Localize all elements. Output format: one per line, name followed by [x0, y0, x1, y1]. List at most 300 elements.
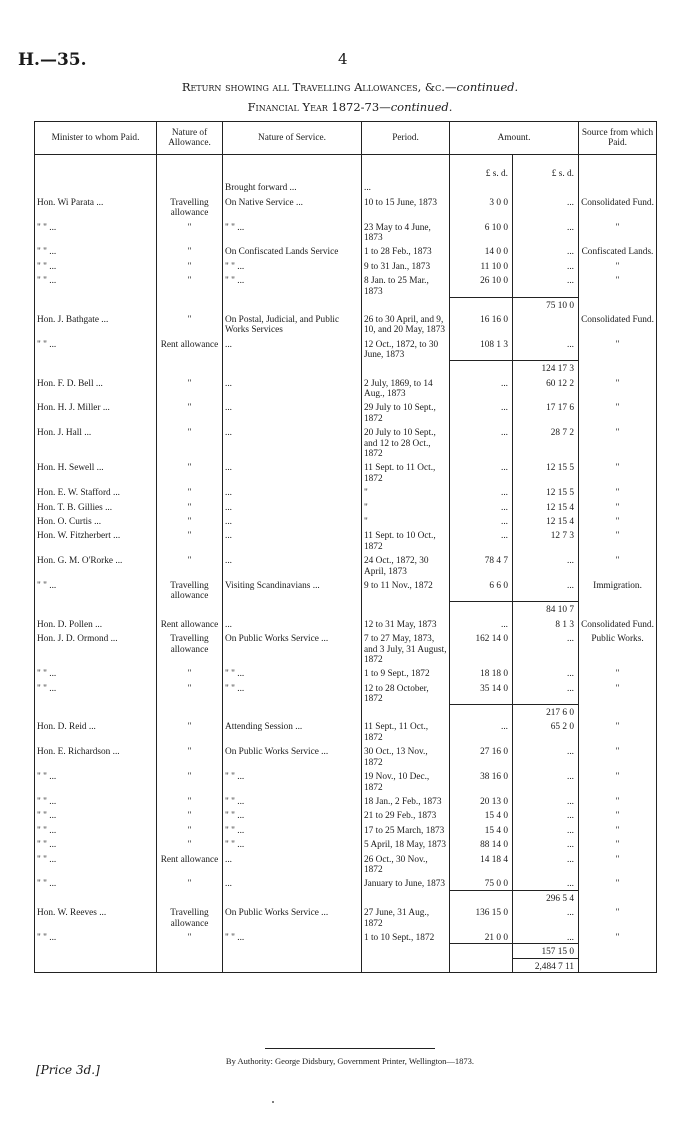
- service-cell: Attending Session ...: [223, 718, 362, 743]
- service-cell: ...: [223, 459, 362, 484]
- table-row: [35, 258, 657, 272]
- period-cell: 2 July, 1869, to 14 Aug., 1873: [362, 375, 450, 400]
- amount-cell: ...: [450, 527, 513, 552]
- source-cell: [579, 944, 657, 958]
- table-row: [35, 399, 657, 424]
- source-cell: ": [579, 258, 657, 272]
- col-source-header: Source from which Paid.: [579, 122, 657, 155]
- amount-total-cell: 65 2 0: [513, 718, 579, 743]
- amount-total-cell: ...: [513, 807, 579, 821]
- period-cell: January to June, 1873: [362, 875, 450, 890]
- minister-cell: Hon. T. B. Gillies ...: [35, 499, 157, 513]
- nature-cell: ": [157, 219, 223, 244]
- minister-cell: " " ...: [35, 851, 157, 876]
- minister-cell: Hon. Wi Parata ...: [35, 194, 157, 219]
- amount-total-cell: 12 15 5: [513, 484, 579, 498]
- source-cell: ": [579, 822, 657, 836]
- service-cell: [223, 155, 362, 180]
- table-body: [35, 155, 657, 973]
- service-cell: " " ...: [223, 258, 362, 272]
- footer-rule: [265, 1048, 435, 1049]
- minister-cell: Hon. D. Reid ...: [35, 718, 157, 743]
- table-row: [35, 336, 657, 361]
- minister-cell: " " ...: [35, 822, 157, 836]
- table-row: [35, 297, 657, 311]
- title-continued: continued.: [456, 80, 519, 94]
- amount-cell: ...: [450, 513, 513, 527]
- nature-cell: ": [157, 399, 223, 424]
- minister-cell: " " ...: [35, 929, 157, 944]
- nature-cell: Travelling allowance: [157, 904, 223, 929]
- amount-cell: 162 14 0: [450, 630, 513, 665]
- table-row: [35, 958, 657, 972]
- minister-cell: [35, 179, 157, 193]
- financial-year-continued: continued.: [390, 100, 453, 114]
- col-period-header: Period.: [362, 122, 450, 155]
- nature-cell: ": [157, 768, 223, 793]
- amount-total-cell: ...: [513, 680, 579, 705]
- service-cell: ...: [223, 616, 362, 630]
- period-cell: 26 Oct., 30 Nov., 1872: [362, 851, 450, 876]
- col-service-header: Nature of Service.: [223, 122, 362, 155]
- service-cell: " " ...: [223, 793, 362, 807]
- service-cell: [223, 297, 362, 311]
- nature-cell: ": [157, 875, 223, 890]
- table-row: [35, 484, 657, 498]
- source-cell: ": [579, 527, 657, 552]
- amount-total-cell: ...: [513, 243, 579, 257]
- amount-cell: [450, 179, 513, 193]
- return-title: [0, 80, 700, 94]
- source-cell: ": [579, 793, 657, 807]
- service-cell: On Public Works Service ...: [223, 630, 362, 665]
- service-cell: ...: [223, 851, 362, 876]
- minister-cell: [35, 890, 157, 904]
- nature-cell: ": [157, 552, 223, 577]
- source-cell: Confiscated Lands.: [579, 243, 657, 257]
- service-cell: On Public Works Service ...: [223, 904, 362, 929]
- period-cell: 12 to 31 May, 1873: [362, 616, 450, 630]
- minister-cell: Hon. H. Sewell ...: [35, 459, 157, 484]
- minister-cell: Hon. H. J. Miller ...: [35, 399, 157, 424]
- period-cell: 27 June, 31 Aug., 1872: [362, 904, 450, 929]
- table-row: [35, 768, 657, 793]
- service-cell: On Public Works Service ...: [223, 743, 362, 768]
- minister-cell: " " ...: [35, 836, 157, 850]
- table-row: [35, 793, 657, 807]
- amount-cell: 6 10 0: [450, 219, 513, 244]
- amount-cell: ...: [450, 499, 513, 513]
- table-row: [35, 499, 657, 513]
- table-row: [35, 552, 657, 577]
- nature-cell: Travelling allowance: [157, 194, 223, 219]
- amount-cell: [450, 958, 513, 972]
- source-cell: ": [579, 665, 657, 679]
- minister-cell: Hon. W. Reeves ...: [35, 904, 157, 929]
- col-minister-header: Minister to whom Paid.: [35, 122, 157, 155]
- period-cell: 29 July to 10 Sept., 1872: [362, 399, 450, 424]
- service-cell: [223, 705, 362, 719]
- amount-cell: 21 0 0: [450, 929, 513, 944]
- amount-cell: 18 18 0: [450, 665, 513, 679]
- service-cell: " " ...: [223, 822, 362, 836]
- amount-total-cell: [513, 179, 579, 193]
- nature-cell: ": [157, 513, 223, 527]
- minister-cell: [35, 944, 157, 958]
- minister-cell: [35, 155, 157, 180]
- amount-total-cell: ...: [513, 630, 579, 665]
- service-cell: Visiting Scandinavians ...: [223, 577, 362, 602]
- minister-cell: Hon. J. Hall ...: [35, 424, 157, 459]
- amount-total-cell: ...: [513, 272, 579, 297]
- source-cell: Immigration.: [579, 577, 657, 602]
- col-amount-header: Amount.: [450, 122, 579, 155]
- table-row: [35, 743, 657, 768]
- service-cell: " " ...: [223, 272, 362, 297]
- table-row: [35, 243, 657, 257]
- amount-total-cell: ...: [513, 577, 579, 602]
- service-cell: " " ...: [223, 665, 362, 679]
- nature-cell: ": [157, 424, 223, 459]
- source-cell: ": [579, 459, 657, 484]
- period-cell: ": [362, 499, 450, 513]
- nature-cell: ": [157, 718, 223, 743]
- nature-cell: [157, 944, 223, 958]
- service-cell: " " ...: [223, 807, 362, 821]
- source-cell: [579, 958, 657, 972]
- amount-total-cell: 12 15 4: [513, 513, 579, 527]
- service-cell: ...: [223, 399, 362, 424]
- service-cell: [223, 602, 362, 616]
- table-row: [35, 680, 657, 705]
- source-cell: [579, 705, 657, 719]
- nature-cell: ": [157, 272, 223, 297]
- amount-total-cell: 75 10 0: [513, 297, 579, 311]
- period-cell: 30 Oct., 13 Nov., 1872: [362, 743, 450, 768]
- amount-total-cell: ...: [513, 822, 579, 836]
- table-row: [35, 904, 657, 929]
- minister-cell: " " ...: [35, 680, 157, 705]
- amount-total-cell: 12 7 3: [513, 527, 579, 552]
- nature-cell: ": [157, 258, 223, 272]
- source-cell: ": [579, 375, 657, 400]
- amount-cell: [450, 890, 513, 904]
- nature-cell: Rent allowance: [157, 851, 223, 876]
- amount-cell: 15 4 0: [450, 807, 513, 821]
- amount-total-cell: ...: [513, 552, 579, 577]
- nature-cell: [157, 705, 223, 719]
- period-cell: 11 Sept., 11 Oct., 1872: [362, 718, 450, 743]
- amount-total-cell: ...: [513, 793, 579, 807]
- amount-total-cell: ...: [513, 875, 579, 890]
- minister-cell: Hon. E. W. Stafford ...: [35, 484, 157, 498]
- source-cell: ": [579, 272, 657, 297]
- table-row: [35, 375, 657, 400]
- table-row: [35, 527, 657, 552]
- minister-cell: [35, 361, 157, 375]
- amount-cell: 27 16 0: [450, 743, 513, 768]
- nature-cell: [157, 297, 223, 311]
- source-cell: [579, 155, 657, 180]
- period-cell: 17 to 25 March, 1873: [362, 822, 450, 836]
- table-row: [35, 665, 657, 679]
- service-cell: ...: [223, 375, 362, 400]
- price-label: [Price 3d.]: [36, 1063, 100, 1077]
- table-row: [35, 705, 657, 719]
- period-cell: [362, 944, 450, 958]
- amount-cell: 108 1 3: [450, 336, 513, 361]
- minister-cell: [35, 958, 157, 972]
- minister-cell: Hon. J. Bathgate ...: [35, 311, 157, 336]
- service-cell: " " ...: [223, 680, 362, 705]
- source-cell: ": [579, 399, 657, 424]
- minister-cell: " " ...: [35, 793, 157, 807]
- minister-cell: " " ...: [35, 219, 157, 244]
- financial-year-label: Financial Year 1872-73—: [247, 100, 391, 114]
- amount-total-cell: ...: [513, 904, 579, 929]
- table-row: [35, 311, 657, 336]
- source-cell: [579, 179, 657, 193]
- nature-cell: ": [157, 822, 223, 836]
- service-cell: On Native Service ...: [223, 194, 362, 219]
- amount-cell: 88 14 0: [450, 836, 513, 850]
- minister-cell: Hon. G. M. O'Rorke ...: [35, 552, 157, 577]
- amount-total-cell: 17 17 6: [513, 399, 579, 424]
- amount-total-cell: 8 1 3: [513, 616, 579, 630]
- minister-cell: Hon. D. Pollen ...: [35, 616, 157, 630]
- service-cell: ...: [223, 499, 362, 513]
- amount-total-cell: ...: [513, 219, 579, 244]
- minister-cell: " " ...: [35, 243, 157, 257]
- source-cell: [579, 890, 657, 904]
- nature-cell: Rent allowance: [157, 616, 223, 630]
- amount-cell: 20 13 0: [450, 793, 513, 807]
- amount-total-cell: ...: [513, 768, 579, 793]
- amount-cell: 136 15 0: [450, 904, 513, 929]
- period-cell: [362, 890, 450, 904]
- amount-total-cell: 296 5 4: [513, 890, 579, 904]
- table-row: [35, 944, 657, 958]
- period-cell: 5 April, 18 May, 1873: [362, 836, 450, 850]
- amount-cell: ...: [450, 718, 513, 743]
- table-row: [35, 890, 657, 904]
- period-cell: [362, 361, 450, 375]
- source-cell: ": [579, 424, 657, 459]
- amount-cell: ...: [450, 375, 513, 400]
- nature-cell: ": [157, 484, 223, 498]
- amount-cell: ...: [450, 459, 513, 484]
- source-cell: ": [579, 875, 657, 890]
- amount-cell: ...: [450, 616, 513, 630]
- amount-cell: ...: [450, 484, 513, 498]
- amount-total-cell: [513, 311, 579, 336]
- allowances-table: [34, 121, 657, 973]
- amount-cell: 6 6 0: [450, 577, 513, 602]
- source-cell: ": [579, 718, 657, 743]
- table-row: [35, 155, 657, 180]
- amount-total-cell: 84 10 7: [513, 602, 579, 616]
- nature-cell: ": [157, 929, 223, 944]
- amount-cell: 35 14 0: [450, 680, 513, 705]
- service-cell: " " ...: [223, 929, 362, 944]
- nature-cell: Travelling allowance: [157, 630, 223, 665]
- table-row: [35, 272, 657, 297]
- minister-cell: " " ...: [35, 258, 157, 272]
- amount-total-cell: ...: [513, 258, 579, 272]
- period-cell: 12 Oct., 1872, to 30 June, 1873: [362, 336, 450, 361]
- table-row: [35, 718, 657, 743]
- service-cell: ...: [223, 424, 362, 459]
- period-cell: ": [362, 484, 450, 498]
- period-cell: 1 to 10 Sept., 1872: [362, 929, 450, 944]
- amount-total-cell: 12 15 4: [513, 499, 579, 513]
- service-cell: ...: [223, 513, 362, 527]
- amount-total-cell: 28 7 2: [513, 424, 579, 459]
- source-cell: Public Works.: [579, 630, 657, 665]
- amount-cell: 26 10 0: [450, 272, 513, 297]
- period-cell: [362, 602, 450, 616]
- amount-cell: [450, 297, 513, 311]
- service-cell: ...: [223, 875, 362, 890]
- period-cell: 10 to 15 June, 1873: [362, 194, 450, 219]
- page-number: 4: [338, 50, 348, 68]
- minister-cell: Hon. O. Curtis ...: [35, 513, 157, 527]
- period-cell: 12 to 28 October, 1872: [362, 680, 450, 705]
- source-cell: [579, 297, 657, 311]
- minister-cell: Hon. W. Fitzherbert ...: [35, 527, 157, 552]
- amount-cell: 15 4 0: [450, 822, 513, 836]
- amount-total-cell: ...: [513, 194, 579, 219]
- minister-cell: " " ...: [35, 665, 157, 679]
- ink-dot: [272, 1101, 274, 1103]
- amount-cell: ...: [450, 399, 513, 424]
- table-row: [35, 929, 657, 944]
- nature-cell: [157, 179, 223, 193]
- amount-total-cell: ...: [513, 851, 579, 876]
- nature-cell: ": [157, 243, 223, 257]
- source-cell: [579, 361, 657, 375]
- table-row: [35, 577, 657, 602]
- table-row: [35, 875, 657, 890]
- nature-cell: Rent allowance: [157, 336, 223, 361]
- table-row: [35, 219, 657, 244]
- period-cell: 9 to 11 Nov., 1872: [362, 577, 450, 602]
- nature-cell: [157, 890, 223, 904]
- minister-cell: " " ...: [35, 807, 157, 821]
- service-cell: ...: [223, 336, 362, 361]
- period-cell: 11 Sept. to 10 Oct., 1872: [362, 527, 450, 552]
- source-cell: ": [579, 836, 657, 850]
- nature-cell: [157, 958, 223, 972]
- period-cell: 20 July to 10 Sept., and 12 to 28 Oct., 1872: [362, 424, 450, 459]
- nature-cell: ": [157, 459, 223, 484]
- nature-cell: ": [157, 743, 223, 768]
- table-row: [35, 630, 657, 665]
- minister-cell: [35, 602, 157, 616]
- service-cell: " " ...: [223, 768, 362, 793]
- minister-cell: Hon. E. Richardson ...: [35, 743, 157, 768]
- source-cell: Consolidated Fund.: [579, 616, 657, 630]
- nature-cell: ": [157, 836, 223, 850]
- period-cell: 1 to 9 Sept., 1872: [362, 665, 450, 679]
- nature-cell: [157, 155, 223, 180]
- period-cell: [362, 958, 450, 972]
- source-cell: ": [579, 552, 657, 577]
- period-cell: 26 to 30 April, and 9, 10, and 20 May, 1873: [362, 311, 450, 336]
- service-cell: [223, 958, 362, 972]
- minister-cell: " " ...: [35, 875, 157, 890]
- table-row: [35, 424, 657, 459]
- table-row: [35, 513, 657, 527]
- nature-cell: ": [157, 680, 223, 705]
- minister-cell: Hon. J. D. Ormond ...: [35, 630, 157, 665]
- source-cell: ": [579, 499, 657, 513]
- period-cell: 18 Jan., 2 Feb., 1873: [362, 793, 450, 807]
- minister-cell: [35, 705, 157, 719]
- source-cell: ": [579, 904, 657, 929]
- period-cell: 7 to 27 May, 1873, and 3 July, 31 August, 1872: [362, 630, 450, 665]
- source-cell: ": [579, 851, 657, 876]
- period-cell: 19 Nov., 10 Dec., 1872: [362, 768, 450, 793]
- nature-cell: [157, 602, 223, 616]
- source-cell: Consolidated Fund.: [579, 311, 657, 336]
- table-row: [35, 361, 657, 375]
- period-cell: ": [362, 513, 450, 527]
- amount-total-cell: ...: [513, 743, 579, 768]
- source-cell: ": [579, 513, 657, 527]
- minister-cell: [35, 297, 157, 311]
- amount-total-cell: 157 15 0: [513, 944, 579, 958]
- amount-cell: 14 0 0: [450, 243, 513, 257]
- table-row: [35, 602, 657, 616]
- service-cell: ...: [223, 552, 362, 577]
- amount-total-cell: 12 15 5: [513, 459, 579, 484]
- minister-cell: " " ...: [35, 768, 157, 793]
- period-cell: [362, 705, 450, 719]
- source-cell: ": [579, 219, 657, 244]
- amount-total-cell: ...: [513, 665, 579, 679]
- nature-cell: ": [157, 527, 223, 552]
- nature-cell: ": [157, 311, 223, 336]
- period-cell: 11 Sept. to 11 Oct., 1872: [362, 459, 450, 484]
- period-cell: [362, 297, 450, 311]
- service-cell: On Confiscated Lands Service: [223, 243, 362, 257]
- service-cell: [223, 890, 362, 904]
- amount-cell: [450, 361, 513, 375]
- amount-total-cell: 60 12 2: [513, 375, 579, 400]
- nature-cell: ": [157, 375, 223, 400]
- amount-cell: 3 0 0: [450, 194, 513, 219]
- table-row: [35, 807, 657, 821]
- amount-total-cell: ...: [513, 336, 579, 361]
- nature-cell: ": [157, 499, 223, 513]
- nature-cell: ": [157, 665, 223, 679]
- amount-cell: [450, 602, 513, 616]
- nature-cell: ": [157, 793, 223, 807]
- period-cell: ...: [362, 179, 450, 193]
- amount-total-cell: 217 6 0: [513, 705, 579, 719]
- period-cell: 21 to 29 Feb., 1873: [362, 807, 450, 821]
- table-header-row: [35, 122, 657, 155]
- amount-total-cell: 2,484 7 11: [513, 958, 579, 972]
- amount-cell: 11 10 0: [450, 258, 513, 272]
- period-cell: 1 to 28 Feb., 1873: [362, 243, 450, 257]
- title-main: Return showing all Travelling Allowances, &c.—: [181, 80, 457, 94]
- service-cell: [223, 944, 362, 958]
- amount-cell: 75 0 0: [450, 875, 513, 890]
- minister-cell: " " ...: [35, 272, 157, 297]
- amount-cell: [450, 705, 513, 719]
